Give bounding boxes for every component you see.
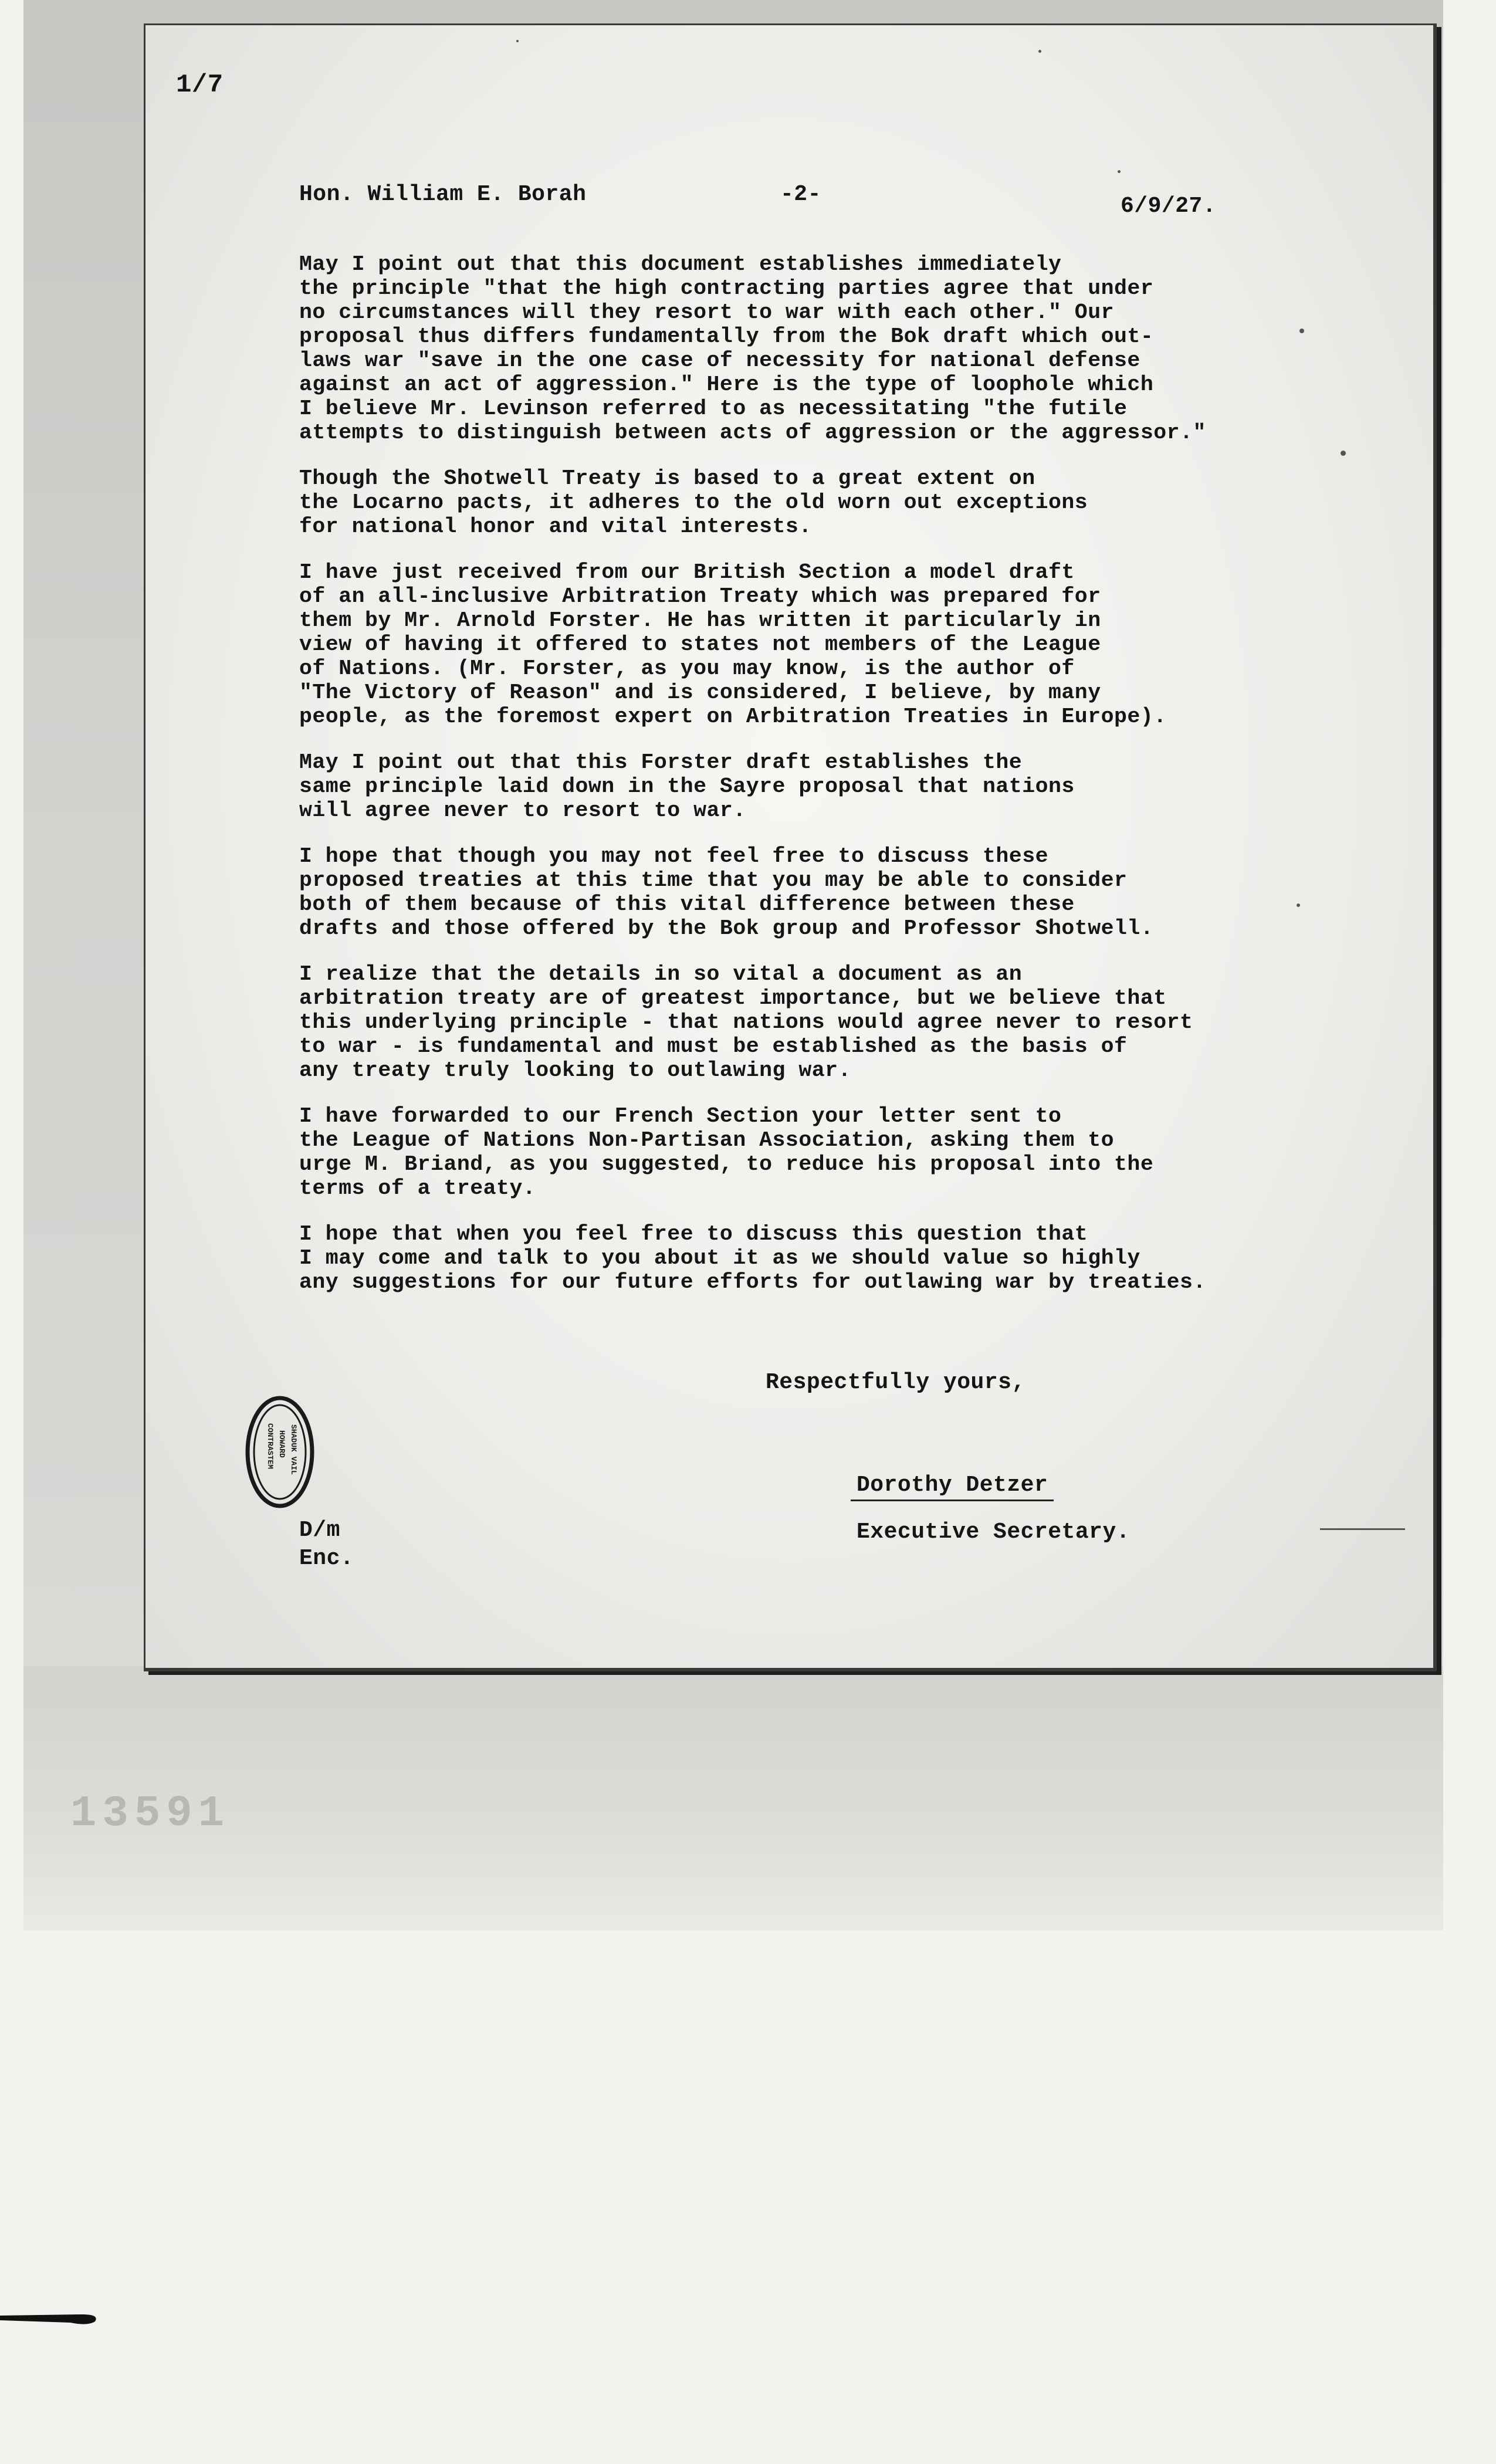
svg-text:SHADUK VAIL: SHADUK VAIL	[289, 1424, 298, 1475]
addressee: Hon. William E. Borah	[299, 182, 587, 207]
signature-name: Dorothy Detzer	[857, 1473, 1048, 1498]
faded-archive-number: 13591	[70, 1789, 231, 1839]
letter-date: 6/9/27.	[1121, 194, 1217, 219]
paragraph: May I point out that this Forster draft establishes the same principle laid down in the Sayre proposal that nations will agree never to resort to war.	[299, 750, 1075, 823]
paragraph: I hope that when you feel free to discuss this question that I may come and talk to you about it as we should value so highly any suggestions for our future efforts for outlawing war by treaties.	[299, 1222, 1206, 1294]
stray-dash-mark	[1320, 1528, 1405, 1530]
typist-initials-enclosure: D/m Enc.	[299, 1518, 354, 1571]
paragraph: May I point out that this document establishes immediately the principle "that the high contracting parties agree that under no circumstances will they resort to war with each other." Our proposal thus differs fundamentally from the Bok draft which out- laws war "save in the one case of necessity for national defense against an act of aggression." Here is the type of loophole which I believe Mr. Levinson referred to as necessitating "the futile attempts to distinguish between acts of aggression or the aggressor."	[299, 252, 1206, 445]
paragraph: I have forwarded to our French Section your letter sent to the League of Nations Non-Partisan Association, asking them to urge M. Briand, as you suggested, to reduce his proposal into the terms of a treaty.	[299, 1104, 1154, 1200]
letter-body	[299, 252, 1343, 1316]
photocopy-lower-band	[23, 1666, 1443, 1930]
closing-salutation: Respectfully yours,	[766, 1370, 1025, 1395]
letter-header	[299, 182, 1226, 219]
svg-text:CONTRASTEM: CONTRASTEM	[266, 1423, 275, 1470]
svg-text:HOWARD: HOWARD	[277, 1430, 286, 1458]
page-number: -2-	[780, 182, 821, 207]
paragraph: I realize that the details in so vital a document as an arbitration treaty are of greatest importance, but we believe that this underlying principle - that nations would agree never to resort to war - is fundamental and must be established as the basis of any treaty truly looking to outlawing war.	[299, 962, 1193, 1082]
archive-stamp-icon	[239, 1393, 320, 1511]
margin-pen-mark	[0, 2309, 100, 2326]
paragraph: I hope that though you may not feel free to discuss these proposed treaties at this time that you may be able to consider both of them because of this vital difference between these drafts and those offered by the Bok group and Professor Shotwell.	[299, 844, 1154, 940]
stamp-oval-icon	[239, 1393, 320, 1511]
signature-title: Executive Secretary.	[857, 1519, 1131, 1545]
corner-mark: 1/7	[176, 70, 224, 100]
paragraph: I have just received from our British Section a model draft of an all-inclusive Arbitration Treaty which was prepared for them by Mr. Arnold Forster. He has written it particularly in view of having it offered to states not members of the League of Nations. (Mr. Forster, as you may know, is the author of "The Victory of Reason" and is considered, I believe, by many people, as the foremost expert on Arbitration Treaties in Europe).	[299, 560, 1167, 729]
paragraph: Though the Shotwell Treaty is based to a great extent on the Locarno pacts, it adheres to the old worn out exceptions for national honor and vital interests.	[299, 466, 1088, 539]
